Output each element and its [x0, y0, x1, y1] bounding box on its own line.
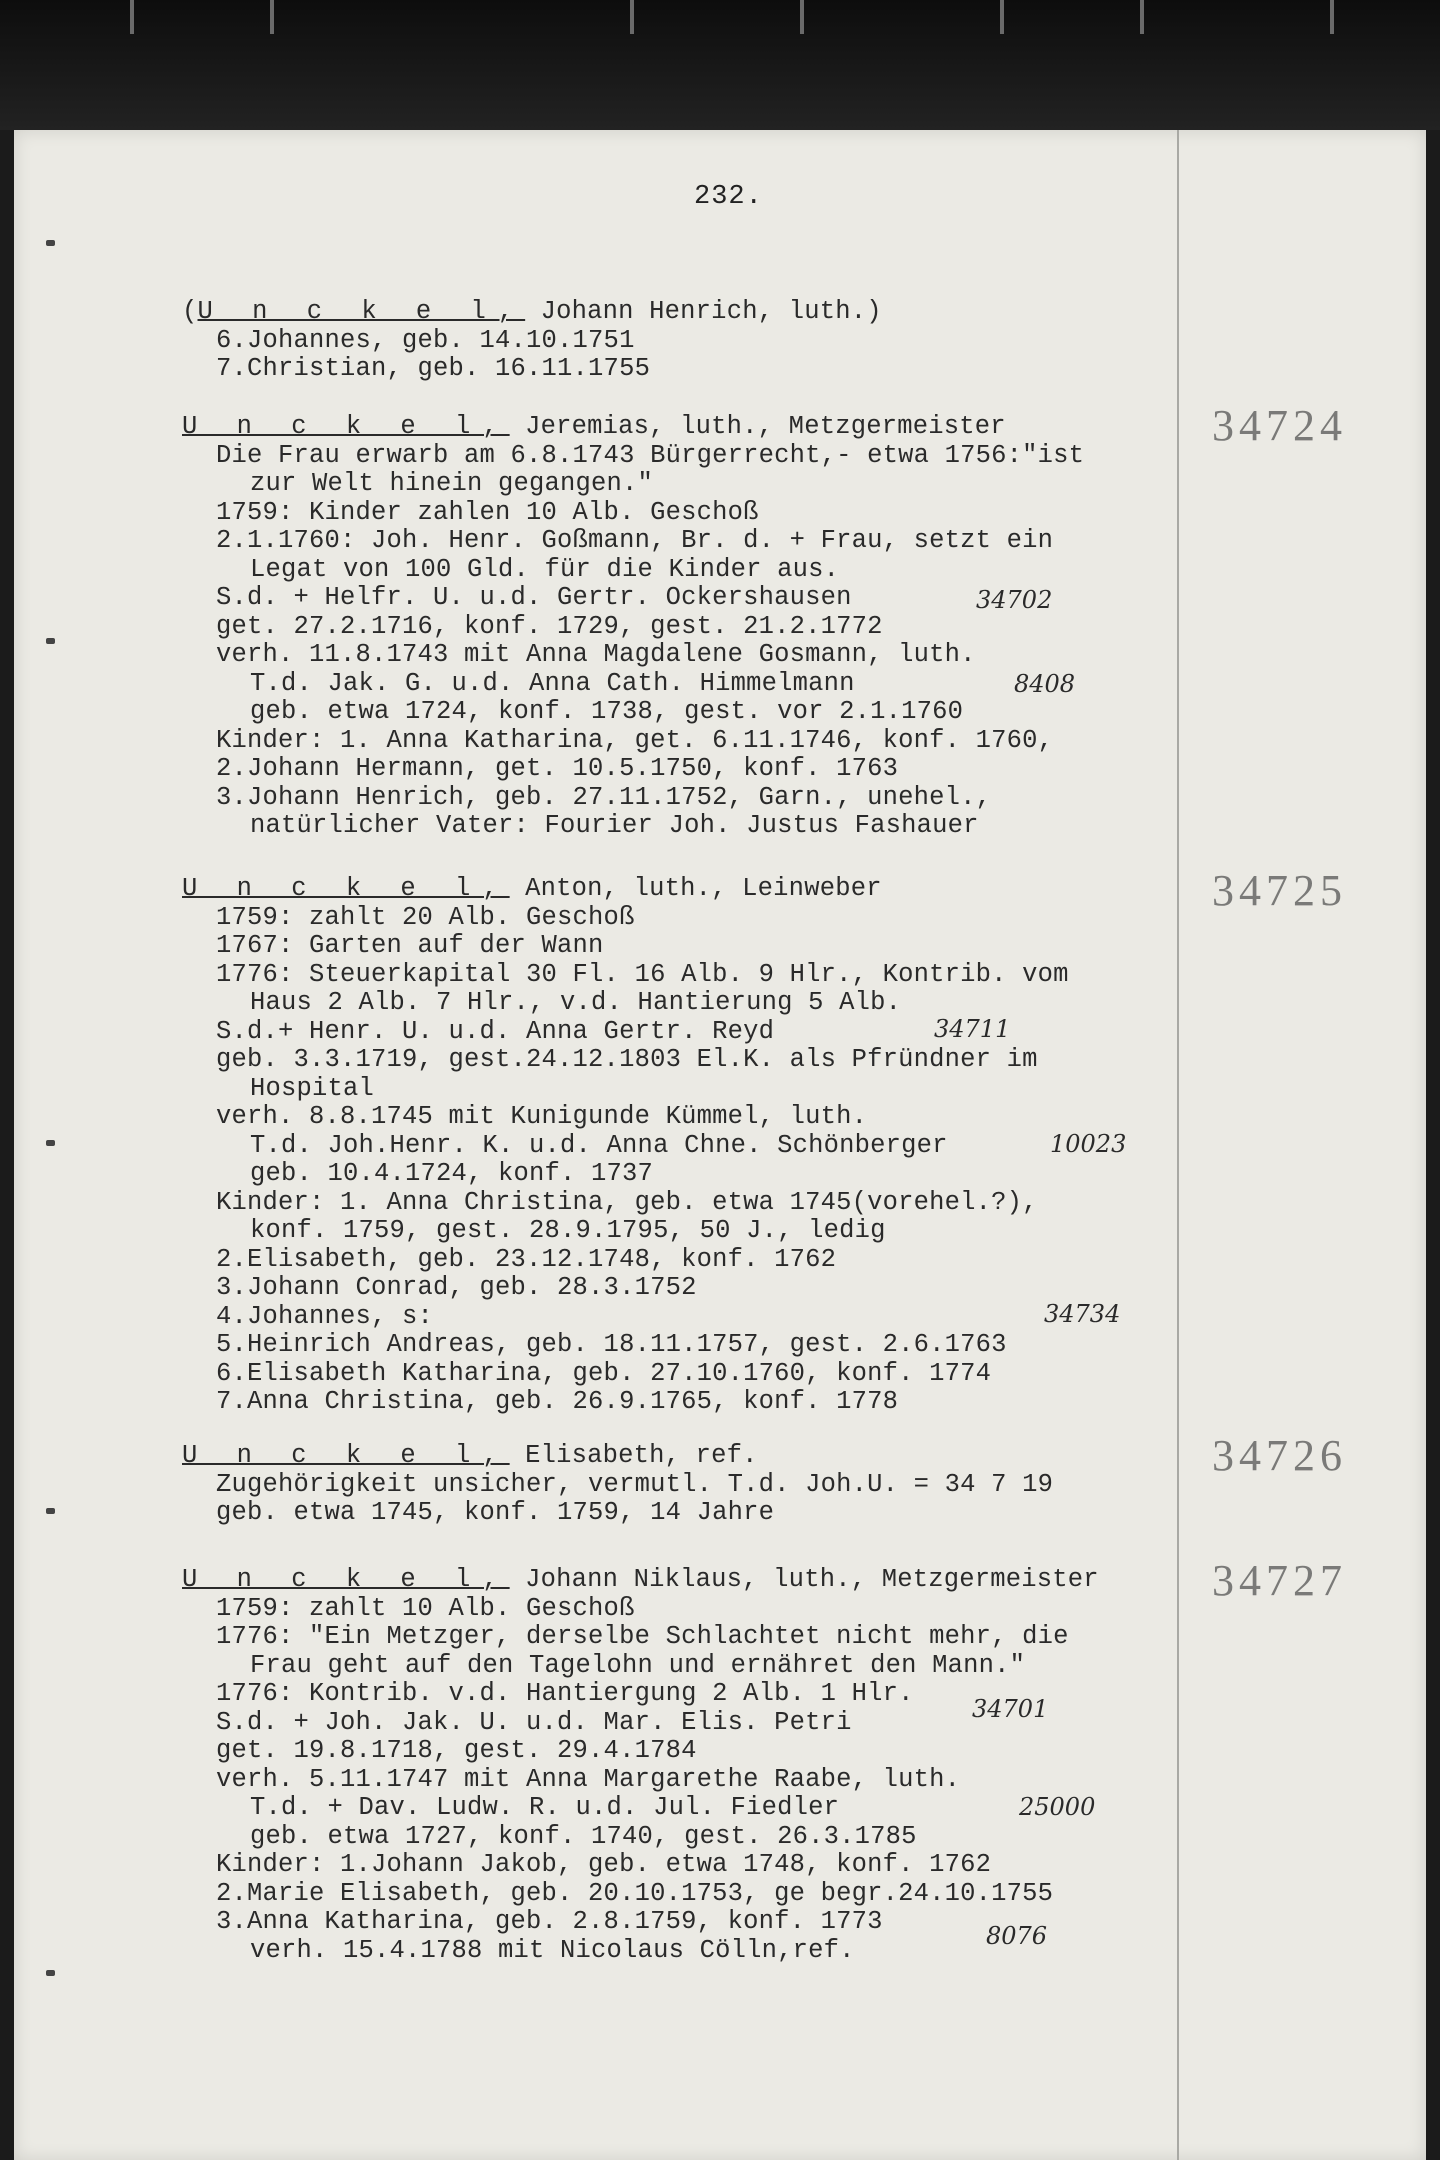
entry-line: 1776: "Ein Metzger, derselbe Schlachtet nicht mehr, die: [216, 1622, 1069, 1651]
scanner-background: [0, 0, 1440, 130]
surname: U n c k e l,: [182, 874, 510, 903]
scan-edge-mark: [800, 0, 804, 34]
entry-line: S.d. + Joh. Jak. U. u.d. Mar. Elis. Petri: [216, 1707, 852, 1737]
entry-heading: [182, 1442, 1222, 1471]
scan-edge-mark: [1140, 0, 1144, 34]
punch-mark: [46, 1970, 55, 1976]
entry-line: 2.Marie Elisabeth, geb. 20.10.1753, ge begr.24.10.1755: [216, 1878, 1054, 1908]
entry-line: geb. 3.3.1719, gest.24.12.1803 El.K. als Pfründner im: [216, 1045, 1038, 1074]
entry-line: T.d. Joh.Henr. K. u.d. Anna Chne. Schönberger: [250, 1130, 948, 1160]
entry-line: verh. 5.11.1747 mit Anna Margarethe Raabe, luth.: [216, 1764, 961, 1794]
person-entry: [182, 413, 1222, 841]
entry-line: Hospital: [250, 1073, 375, 1103]
given-name: Johann Niklaus, luth., Metzgermeister: [509, 1565, 1099, 1594]
scan-edge-mark: [270, 0, 274, 34]
entry-line: 1759: zahlt 10 Alb. Geschoß: [216, 1593, 635, 1623]
entry-line: 2.1.1760: Joh. Henr. Goßmann, Br. d. + Frau, setzt ein: [216, 526, 1054, 555]
person-entry: [182, 1566, 1222, 1965]
scan-edge-mark: [130, 0, 134, 34]
entry-line: 1759: Kinder zahlen 10 Alb. Geschoß: [216, 497, 759, 527]
entry-line: natürlicher Vater: Fourier Joh. Justus Fashauer: [250, 811, 979, 840]
scan-edge-mark: [1330, 0, 1334, 34]
handwritten-note: 10023: [1050, 1130, 1127, 1158]
scan-edge-mark: [1000, 0, 1004, 34]
page-number: 232.: [694, 182, 763, 212]
punch-mark: [46, 1508, 55, 1514]
entry-line: 1776: Kontrib. v.d. Hantiergung 2 Alb. 1 Hlr.: [216, 1679, 914, 1708]
entry-line: S.d.+ Henr. U. u.d. Anna Gertr. Reyd: [216, 1016, 775, 1046]
entry-line: zur Welt hinein gegangen.": [250, 469, 654, 498]
entry-line: 6.Elisabeth Katharina, geb. 27.10.1760, konf. 1774: [216, 1358, 992, 1388]
surname: U n c k e l,: [197, 297, 526, 326]
surname: U n c k e l,: [182, 412, 510, 441]
entry-heading: [182, 413, 1222, 442]
punch-mark: [46, 638, 55, 644]
reference-number: 34724: [1212, 401, 1347, 450]
entry-line: T.d. Jak. G. u.d. Anna Cath. Himmelmann: [250, 668, 855, 698]
reference-number: 34727: [1212, 1556, 1347, 1605]
entry-line: 7.Anna Christina, geb. 26.9.1765, konf. 1778: [216, 1387, 899, 1416]
entry-line: geb. etwa 1727, konf. 1740, gest. 26.3.1785: [250, 1821, 917, 1851]
entry-continuation: [182, 298, 1222, 384]
handwritten-note: 25000: [1019, 1793, 1096, 1821]
surname: U n c k e l,: [182, 1441, 510, 1470]
entry-line: Kinder: 1. Anna Katharina, get. 6.11.1746, konf. 1760,: [216, 725, 1054, 755]
punch-mark: [46, 1140, 55, 1146]
entry-line: 2.Elisabeth, geb. 23.12.1748, konf. 1762: [216, 1244, 837, 1274]
entry-line: 3.Anna Katharina, geb. 2.8.1759, konf. 1773: [216, 1907, 883, 1936]
entry-line: Legat von 100 Gld. für die Kinder aus.: [250, 554, 840, 584]
given-name: Johann Henrich, luth.): [525, 297, 882, 326]
entry-line: get. 27.2.1716, konf. 1729, gest. 21.2.1772: [216, 611, 883, 641]
entry-heading: [182, 875, 1222, 904]
entry-heading: [182, 298, 1222, 327]
person-entry: [182, 1442, 1222, 1528]
entry-line: geb. etwa 1745, konf. 1759, 14 Jahre: [216, 1498, 775, 1527]
document-page: [14, 130, 1426, 2160]
entry-line: 1767: Garten auf der Wann: [216, 931, 604, 960]
handwritten-note: 34711: [934, 1015, 1011, 1043]
entry-line: 7.Christian, geb. 16.11.1755: [216, 354, 651, 383]
entry-line: verh. 15.4.1788 mit Nicolaus Cölln,ref.: [250, 1935, 855, 1965]
entry-line: Haus 2 Alb. 7 Hlr., v.d. Hantierung 5 Alb.: [250, 988, 902, 1017]
open-paren: (: [182, 297, 198, 326]
reference-number: 34726: [1212, 1431, 1347, 1480]
handwritten-note: 34702: [976, 586, 1053, 614]
entry-line: Zugehörigkeit unsicher, vermutl. T.d. Joh.U. = 34 7 19: [216, 1469, 1054, 1499]
entry-line: 3.Johann Conrad, geb. 28.3.1752: [216, 1273, 697, 1302]
punch-mark: [46, 240, 55, 246]
entry-line: Die Frau erwarb am 6.8.1743 Bürgerrecht,- etwa 1756:"ist: [216, 440, 1085, 470]
handwritten-note: 34701: [972, 1695, 1049, 1723]
handwritten-note: 34734: [1044, 1300, 1121, 1328]
entry-line: geb. 10.4.1724, konf. 1737: [250, 1159, 654, 1188]
entry-line: S.d. + Helfr. U. u.d. Gertr. Ockershausen: [216, 583, 852, 612]
surname: U n c k e l,: [182, 1565, 510, 1594]
entry-line: T.d. + Dav. Ludw. R. u.d. Jul. Fiedler: [250, 1793, 840, 1822]
given-name: Elisabeth, ref.: [509, 1441, 758, 1470]
entry-line: geb. etwa 1724, konf. 1738, gest. vor 2.1.1760: [250, 697, 964, 726]
entry-line: Kinder: 1.Johann Jakob, geb. etwa 1748, konf. 1762: [216, 1850, 992, 1879]
entry-line: 2.Johann Hermann, get. 10.5.1750, konf. 1763: [216, 754, 899, 783]
entry-line: 1776: Steuerkapital 30 Fl. 16 Alb. 9 Hlr., Kontrib. vom: [216, 959, 1069, 989]
entry-line: 4.Johannes, s:: [216, 1301, 434, 1331]
reference-number: 34725: [1212, 866, 1347, 915]
entry-line: konf. 1759, gest. 28.9.1795, 50 J., ledig: [250, 1216, 886, 1245]
entry-line: get. 19.8.1718, gest. 29.4.1784: [216, 1736, 697, 1765]
given-name: Jeremias, luth., Metzgermeister: [509, 412, 1006, 441]
entry-line: verh. 8.8.1745 mit Kunigunde Kümmel, luth.: [216, 1102, 868, 1131]
handwritten-note: 8408: [1014, 670, 1076, 698]
entry-heading: [182, 1566, 1222, 1595]
entry-line: Frau geht auf den Tagelohn und ernähret den Mann.": [250, 1650, 1026, 1680]
entry-line: 3.Johann Henrich, geb. 27.11.1752, Garn., unehel.,: [216, 782, 992, 812]
entry-line: 1759: zahlt 20 Alb. Geschoß: [216, 902, 635, 932]
entry-line: 5.Heinrich Andreas, geb. 18.11.1757, gest. 2.6.1763: [216, 1330, 1007, 1359]
entry-line: verh. 11.8.1743 mit Anna Magdalene Gosmann, luth.: [216, 640, 976, 669]
handwritten-note: 8076: [986, 1922, 1048, 1950]
entry-line: Kinder: 1. Anna Christina, geb. etwa 1745(vorehel.?),: [216, 1187, 1038, 1217]
given-name: Anton, luth., Leinweber: [509, 874, 882, 903]
entry-line: 6.Johannes, geb. 14.10.1751: [216, 325, 635, 355]
scan-edge-mark: [630, 0, 634, 34]
